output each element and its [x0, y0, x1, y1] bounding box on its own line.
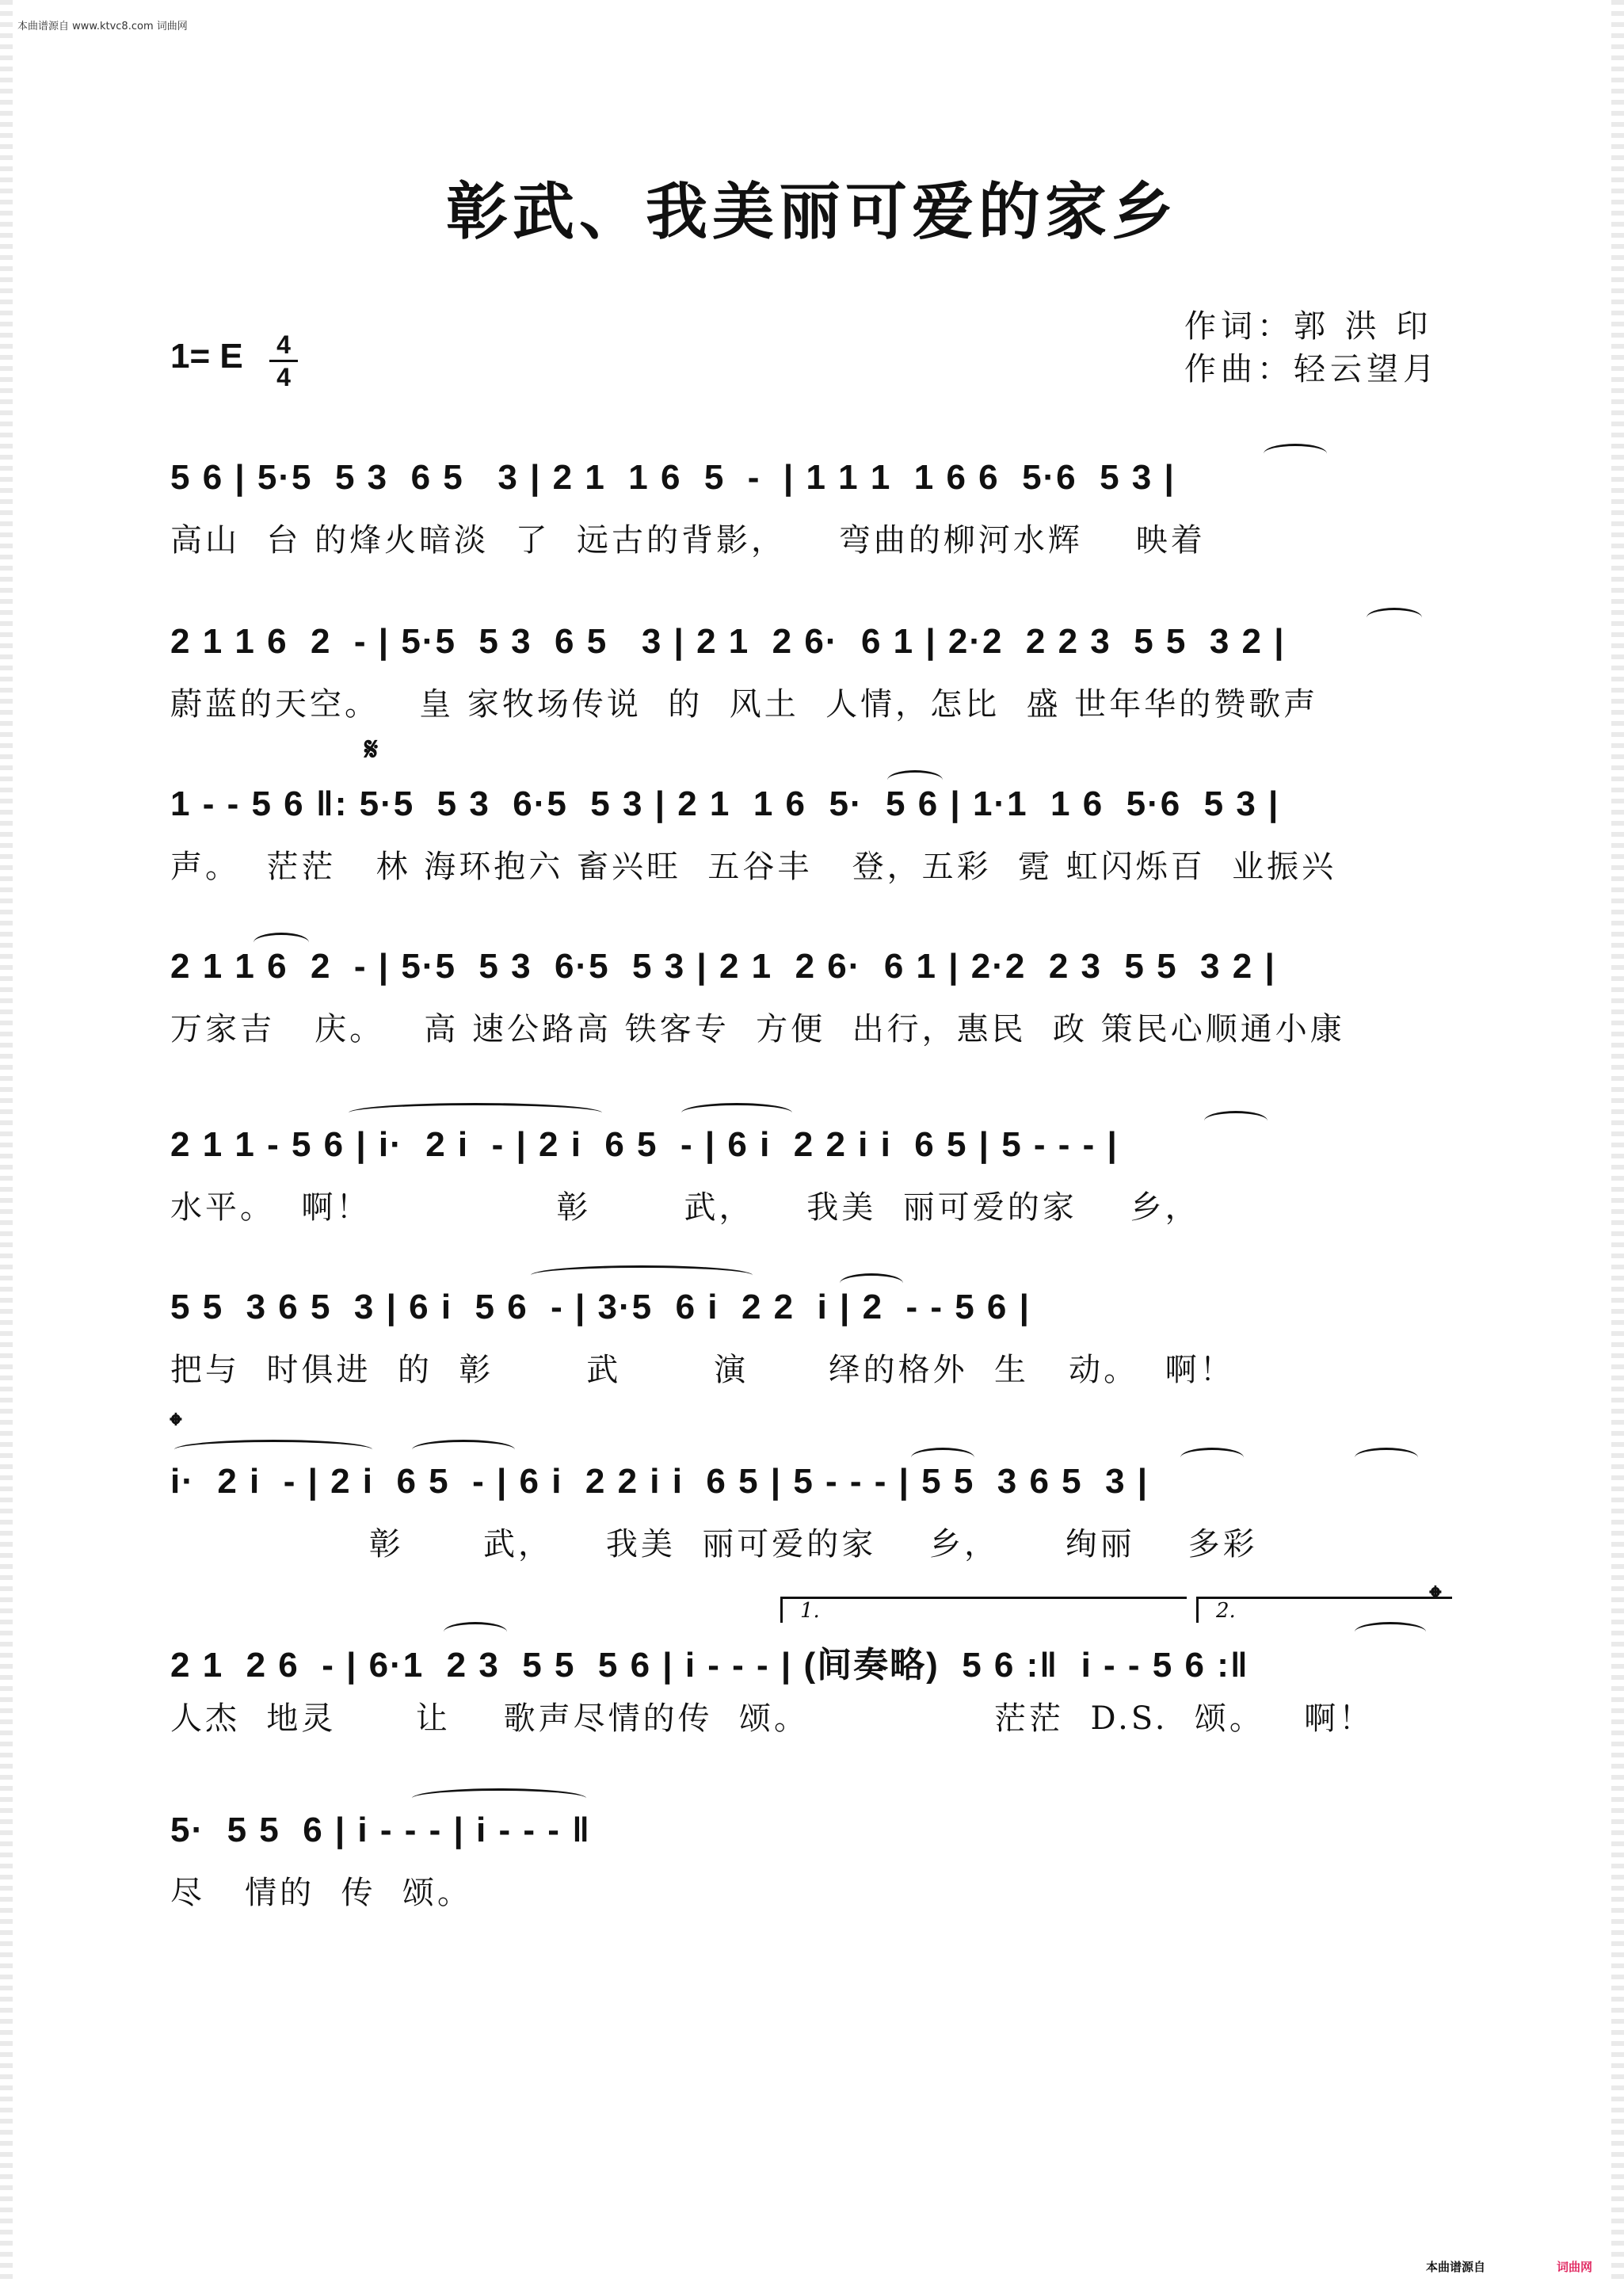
slur [1367, 608, 1422, 628]
lyrics-line: 蔚蓝的天空。 皇 家牧场传说 的 风土 人情，怎比 盛 世年华的赞歌声 [170, 686, 1319, 723]
notation-line: 1 - - 5 6 ‖: 5·5 5 3 6·5 5 3 | 2 1 1 6 5· 5 6 | 1·1 1 6 5·6 5 3 | [170, 784, 1280, 823]
slur [887, 770, 943, 790]
lyrics-line: 彰 武， 我美 丽可爱的家 乡， 绚丽 多彩 [170, 1526, 1258, 1563]
lyrics-line: 万家吉 庆。 高 速公路高 铁客专 方便 出行，惠民 政 策民心顺通小康 [170, 1011, 1345, 1048]
slur [412, 1440, 515, 1460]
slur [1180, 1448, 1244, 1467]
notation-line: i· 2 i - | 2 i 6 5 - | 6 i 2 2 i i 6 5 | 5 - - - | 5 5 3 6 5 3 | [170, 1462, 1149, 1501]
lyrics-line: 人杰 地灵 让 歌声尽情的传 颂。 茫茫 D.S. 颂。 啊！ [170, 1700, 1374, 1737]
left-decorative-border [0, 0, 13, 2282]
slur [531, 1265, 753, 1285]
slur [412, 1788, 586, 1808]
slur [444, 1622, 507, 1642]
time-signature-bottom: 4 [276, 363, 291, 391]
time-signature-top: 4 [276, 330, 291, 359]
slur [1355, 1448, 1418, 1467]
footer-source: 本曲谱源自 [1426, 2260, 1486, 2274]
lyrics-line: 尽 情的 传 颂。 [170, 1875, 473, 1911]
notation-line: 2 1 1 6 2 - | 5·5 5 3 6 5 3 | 2 1 2 6· 6 1 | 2·2 2 2 3 5 5 3 2 | [170, 622, 1286, 661]
slur [681, 1103, 792, 1123]
first-ending-label: 1. [800, 1599, 820, 1623]
notation-line: 5 6 | 5·5 5 3 6 5 3 | 2 1 1 6 5 - | 1 1 1 1 6 6 5·6 5 3 | [170, 458, 1176, 497]
slur [1204, 1111, 1268, 1131]
slur [349, 1103, 602, 1123]
slur [1355, 1622, 1426, 1642]
segno-sign: 𝄋 [364, 731, 379, 768]
notation-line: 5· 5 5 6 | i - - - | i - - - ‖ [170, 1811, 592, 1849]
lyrics-line: 声。 茫茫 林 海环抱六 畜兴旺 五谷丰 登，五彩 霓 虹闪烁百 业振兴 [170, 849, 1337, 885]
second-ending-label: 2. [1216, 1599, 1236, 1623]
source-header: 本曲谱源自 www.ktvc8.com 词曲网 [17, 21, 188, 32]
first-ending-bracket [780, 1597, 1187, 1623]
slur [911, 1448, 974, 1467]
lyrics-line: 把与 时俱进 的 彰 武 演 绎的格外 生 动。 啊！ [170, 1352, 1235, 1388]
footer-site-link[interactable]: 词曲网 [1557, 2260, 1593, 2274]
credits [1184, 305, 1439, 391]
slur [1264, 444, 1327, 464]
notation-line: 2 1 2 6 - | 6·1 2 3 5 5 5 6 | i - - - | (间奏略) 5 6 :‖ i - - 5 6 :‖ [170, 1646, 1249, 1685]
notation-line: 2 1 1 - 5 6 | i· 2 i - | 2 i 6 5 - | 6 i 2 2 i i 6 5 | 5 - - - | [170, 1125, 1119, 1164]
time-signature [269, 331, 298, 391]
key-signature: 1= E [170, 337, 243, 376]
song-title: 彰武、我美丽可爱的家乡 [445, 176, 1178, 248]
right-decorative-border [1611, 0, 1624, 2282]
slur [174, 1440, 372, 1460]
slur [254, 933, 309, 952]
coda-sign-end: 𝄌 [1430, 1579, 1441, 1616]
lyricist-credit: 作词：郭 洪 印 [1184, 308, 1433, 345]
slur [840, 1273, 903, 1293]
lyrics-line: 水平。 啊！ 彰 武， 我美 丽可爱的家 乡， [170, 1189, 1200, 1226]
composer-credit: 作曲：轻云望月 [1184, 351, 1439, 387]
coda-sign: 𝄌 [170, 1406, 181, 1444]
second-ending-bracket [1196, 1597, 1452, 1623]
lyrics-line: 高山 台 的烽火暗淡 了 远古的背影， 弯曲的柳河水辉 映着 [170, 522, 1206, 559]
notation-line: 2 1 1 6 2 - | 5·5 5 3 6·5 5 3 | 2 1 2 6· 6 1 | 2·2 2 3 5 5 3 2 | [170, 947, 1276, 986]
notation-line: 5 5 3 6 5 3 | 6 i 5 6 - | 3·5 6 i 2 2 i | 2 - - 5 6 | [170, 1288, 1031, 1326]
